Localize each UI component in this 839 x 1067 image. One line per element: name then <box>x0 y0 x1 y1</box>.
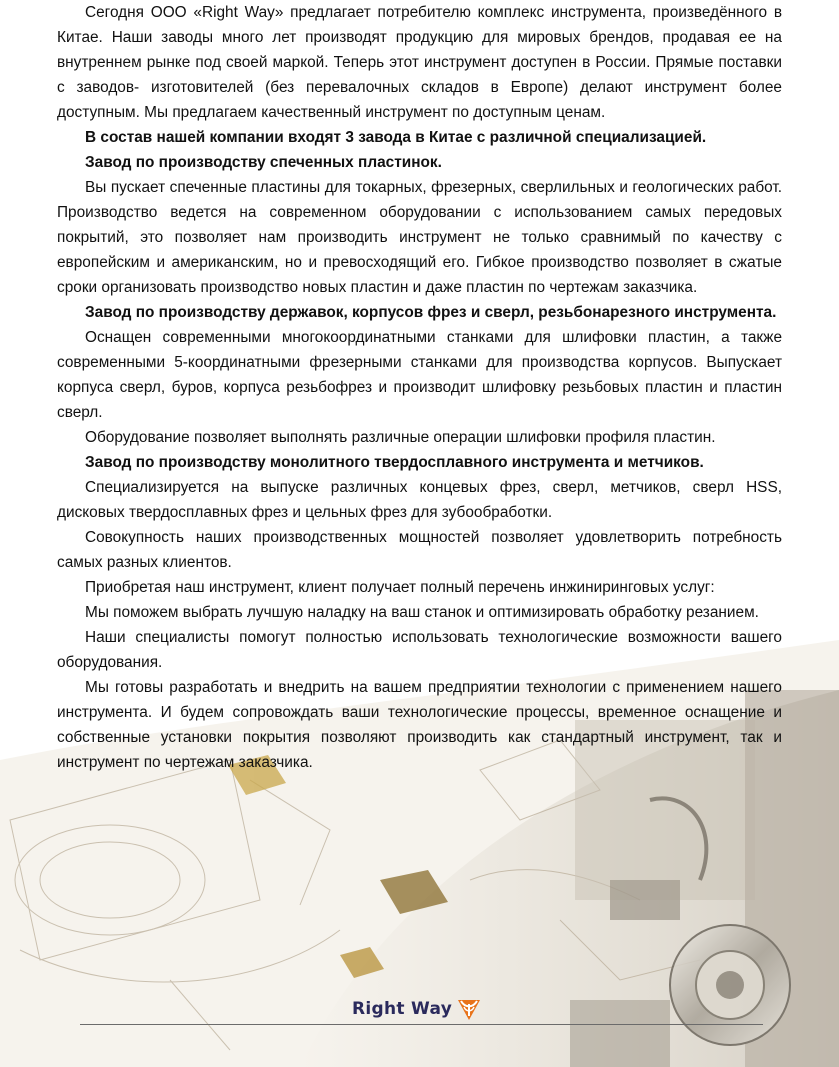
footer-divider <box>80 1024 763 1025</box>
document-body <box>57 0 782 775</box>
right-way-logo-icon <box>456 996 482 1022</box>
paragraph-setup-help: Мы поможем выбрать лучшую наладку на ваш станок и оптимизировать обработку резанием. <box>85 604 759 621</box>
paragraph-technologies: Мы готовы разработать и внедрить на вашем предприятии технологии с применением нашего инструмента. И будем сопровождать ваши технологические процессы, временное оснащение и собственные установки покрытия позволяют производить как стандартный инструмент, так и инструмент по чертежам заказчика. <box>57 679 782 771</box>
paragraph-specialists: Наши специалисты помогут полностью использовать технологические возможности вашего оборудования. <box>57 629 782 671</box>
heading-holders-plant: Завод по производству державок, корпусов фрез и сверл, резьбонарезного инструмента. <box>85 304 777 321</box>
heading-sintered-inserts-plant: Завод по производству спеченных пластинок. <box>85 154 442 171</box>
paragraph-capacity: Совокупность наших производственных мощностей позволяет удовлетворить потребность самых разных клиентов. <box>57 529 782 571</box>
brand-name: Right Way <box>352 999 453 1019</box>
paragraph-grinding: Оборудование позволяет выполнять различные операции шлифовки профиля пластин. <box>85 429 716 446</box>
paragraph-intro: Сегодня ООО «Right Way» предлагает потребителю комплекс инструмента, произведённого в Китае. Наши заводы много лет производят продукцию для мировых брендов, продавая ее на внутреннем рынке под своей маркой. Теперь этот инструмент доступен в России. Прямые поставки с заводов- изготовителей (без перевалочных складов в Европе) делают инструмент более доступным. Мы предлагаем качественный инструмент по доступным ценам. <box>57 4 782 121</box>
paragraph-engineering-services: Приобретая наш инструмент, клиент получает полный перечень инжиниринговых услуг: <box>85 579 715 596</box>
heading-carbide-plant: Завод по производству монолитного твердосплавного инструмента и метчиков. <box>85 454 704 471</box>
paragraph-carbide: Специализируется на выпуске различных концевых фрез, сверл, метчиков, сверл HSS, дисковых твердосплавных фрез и цельных фрез для зубообработки. <box>57 479 782 521</box>
paragraph-holders: Оснащен современными многокоординатными станками для шлифовки пластин, а также современными 5-координатными фрезерными станками для производства корпусов. Выпускает корпуса сверл, буров, корпуса резьбофрез и производит шлифовку резьбовых пластин и пластин сверл. <box>57 329 782 421</box>
heading-three-plants: В состав нашей компании входят 3 завода в Китае с различной специализацией. <box>85 129 707 146</box>
footer-logo <box>352 994 482 1024</box>
paragraph-sintered-inserts: Вы пускает спеченные пластины для токарных, фрезерных, сверлильных и геологических работ. Производство ведется на современном оборудовании с использованием самых передовых покрытий, это позволяет нам производить инструмент не только сравнимый по качеству с европейским и американским, но и превосходящий его. Гибкое производство позволяет в сжатые сроки организовать производство новых пластин и даже пластин по чертежам заказчика. <box>57 179 782 296</box>
